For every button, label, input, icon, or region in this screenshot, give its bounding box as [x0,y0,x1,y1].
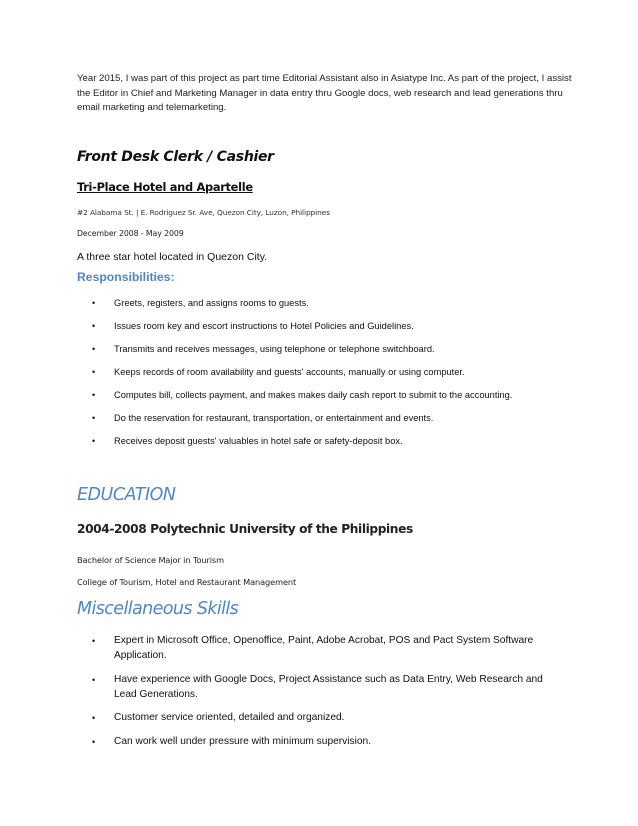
job-title: Front Desk Clerk / Cashier [77,149,274,165]
bullet: • [92,367,96,377]
bullet: • [92,298,96,308]
bullet: • [92,390,96,400]
list-item-text: Transmits and receives messages, using telephone or telephone switchboard. [114,344,435,354]
list-item-text: Have experience with Google Docs, Project Assistance such as Data Entry, Web Research and Lead Generations. [114,674,543,700]
employment-dates: December 2008 - May 2009 [77,229,184,238]
bullet: • [92,675,96,685]
list-item-text: Do the reservation for restaurant, transportation, or entertainment and events. [114,413,434,423]
education-degree: Bachelor of Science Major in Tourism [77,555,224,565]
bullet: • [92,737,96,747]
list-item-text: Issues room key and escort instructions to Hotel Policies and Guidelines. [114,321,414,331]
list-item-text: Receives deposit guests' valuables in hotel safe or safety-deposit box. [114,436,403,446]
list-item-text: Expert in Microsoft Office, Openoffice, Paint, Adobe Acrobat, POS and Pact System Software Application. [114,635,534,661]
education-heading: EDUCATION [77,485,176,505]
bullet: • [92,321,96,331]
bullet: • [92,413,96,423]
bullet: • [92,344,96,354]
employer-description: A three star hotel located in Quezon City. [77,251,268,263]
bullet: • [92,636,96,646]
bullet: • [92,436,96,446]
list-item-text: Greets, registers, and assigns rooms to guests. [114,298,309,308]
list-item-text: Computes bill, collects payment, and makes makes daily cash report to submit to the accounting. [114,390,513,400]
education-college: College of Tourism, Hotel and Restaurant Management [77,577,297,587]
bullet: • [92,713,96,723]
list-item-text: Can work well under pressure with minimum supervision. [114,736,372,747]
employer-address: #2 Alabama St. | E. Rodriguez Sr. Ave, Quezon City, Luzon, Philippines [77,208,330,217]
education-school: 2004-2008 Polytechnic University of the Philippines [77,522,413,536]
intro-paragraph: Year 2015, I was part of this project as part time Editorial Assistant also in Asiatype Inc. As part of the project, I assist the Editor in Chief and Marketing Manager in data entry thru Google docs, web research and lead generations thru email marketing and telemarketing. [77,73,572,113]
skills-heading: Miscellaneous Skills [77,599,239,619]
list-item-text: Customer service oriented, detailed and organized. [114,712,345,723]
employer-name: Tri-Place Hotel and Apartelle [77,180,253,194]
list-item-text: Keeps records of room availability and guests' accounts, manually or using computer. [114,367,465,377]
responsibilities-heading: Responsibilities: [77,270,175,284]
